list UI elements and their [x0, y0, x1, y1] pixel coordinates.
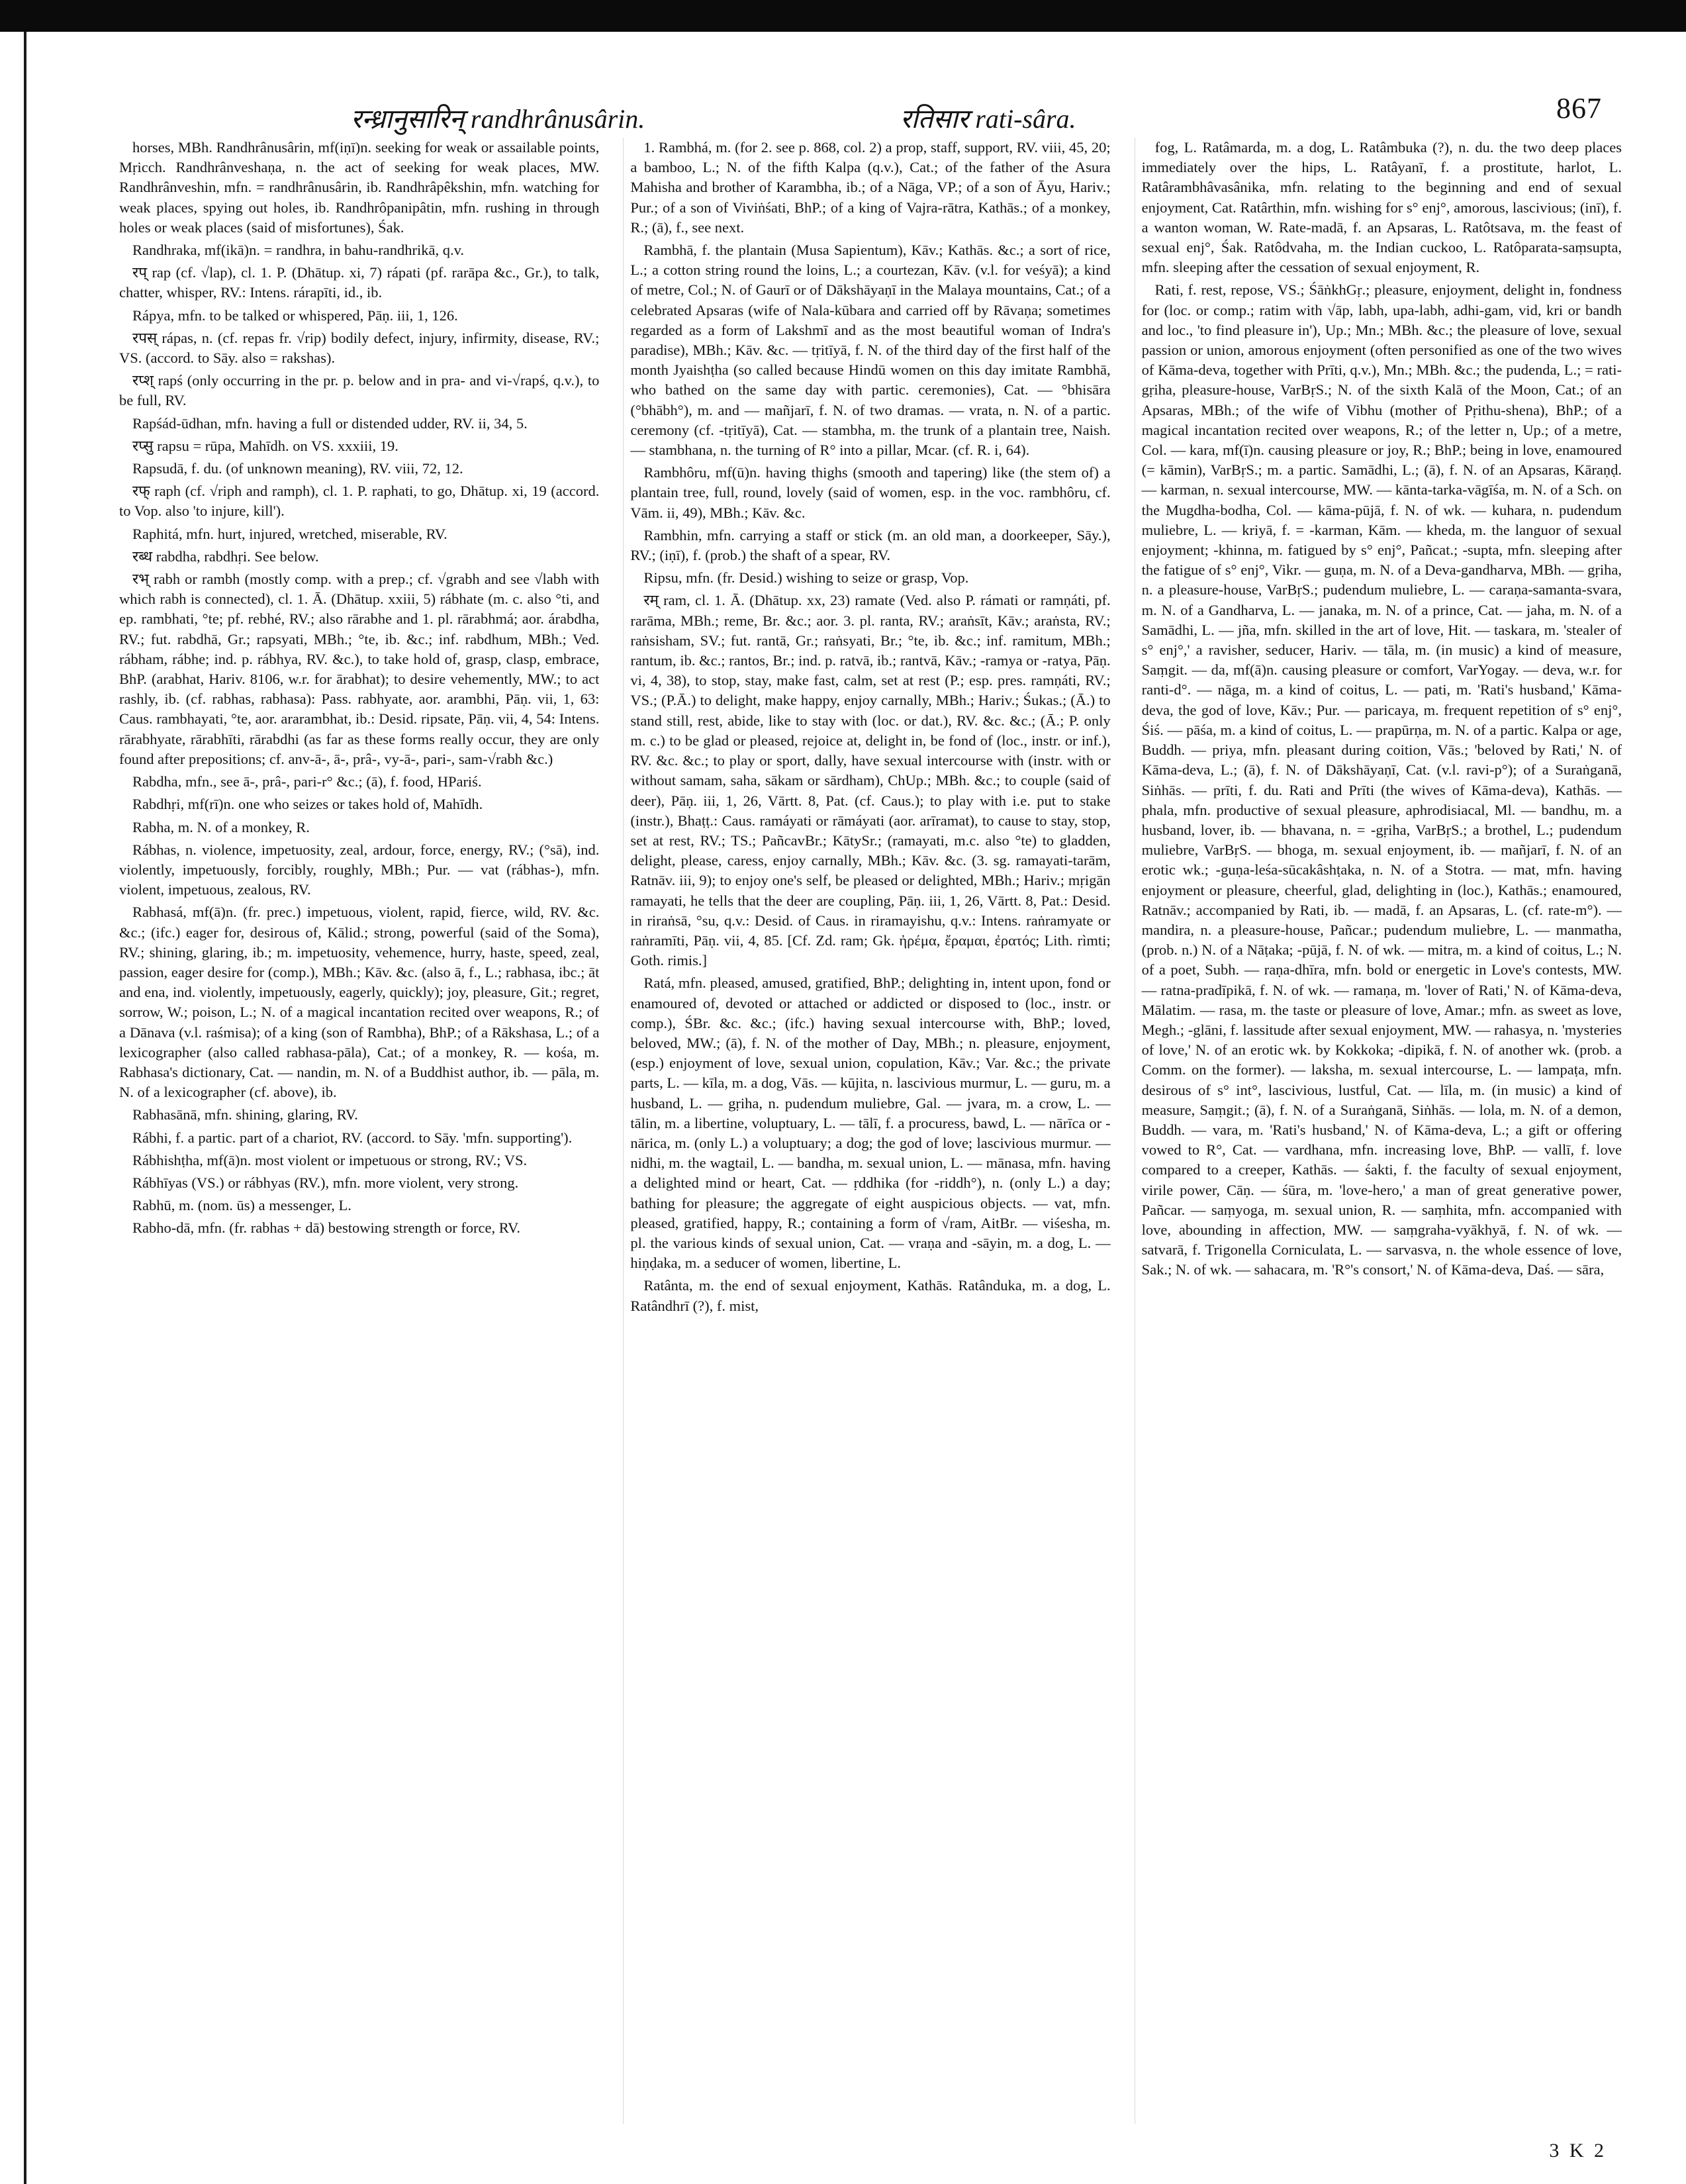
- dictionary-entry: रम् ram, cl. 1. Ā. (Dhātup. xx, 23) ramate (Ved. also P. rámati or ramṇáti, pf. rarāma, MBh.; reme, Br. &c.; aor. 3. pl. ranta, RV.; araṅsīt, Kāv.; araṅsta, RV.; raṅsisham, SV.; fut. rantā, Gr.; raṅsyati, Br.; °te, ib. &c.; inf. ramitum, MBh.; rantum, ib. &c.; rantos, Br.; ind. p. ratvā, ib.; rantvā, Kāv.; -ramya or -ratya, Pāṇ. vi, 4, 38), to stop, stay, make fast, calm, set at rest (P.; esp. pres. ramṇáti, RV.; VS.; (P.Ā.) to delight, make happy, enjoy carnally, MBh.; Hariv.; Śukas.; (Ā.) to stand still, rest, abide, like to stay with (loc. or dat.), RV. &c. &c.; (Ā.; P. only m. c.) to be glad or pleased, rejoice at, delight in, be fond of (loc., instr. or inf.), RV. &c. &c.; to play or sport, dally, have sexual intercourse with (instr. with or without samam, saha, sākam or sārdham), ChUp.; MBh. &c.; to couple (said of deer), Pāṇ. iii, 1, 26, Vārtt. 8, Pat. (cf. Caus.); to play with i.e. put to stake (instr.), Bhaṭṭ.: Caus. ramáyati or rāmáyati (aor. arīramat), to cause to stay, stop, set at rest, RV.; TS.; PañcavBr.; KātySr.; (ramayati, m.c. also °te) to gladden, delight, please, caress, enjoy carnally, MBh.; Kāv. &c. (3. sg. ramayati-tarām, Ratnāv. iii, 9); to enjoy one's self, be pleased or delighted, MBh.; Hariv.; mṛigān ramayati, he tells that the deer are coupling, Pāṇ. iii, 1, 26, Vārtt. 8, Pat.: Desid. in riraṅsā, °su, q.v.: Desid. of Caus. in riramayishu, q.v.: Intens. raṅramyate or raṅramīti, Pāṇ. vii, 4, 85. [Cf. Zd. ram; Gk. ἠρέμα, ἔραμαι, ἐρατός; Lith. rìmti; Goth. rimis.]: [630, 592, 1111, 969]
- dictionary-entry: horses, MBh. Randhrânusârin, mf(iṇī)n. seeking for weak or assailable points, Mṛicch. Randhrânveshaṇa, n. the act of seeking for weak places, MW. Randhrânveshin, mfn. = randhrânusârin, ib. Randhrâpêkshin, mfn. watching for weak places, spying out holes, ib. Randhrôpanipâtin, mfn. rushing in through holes or weak places (said of misfortunes), Śak.: [119, 139, 600, 236]
- dictionary-entry: Rápya, mfn. to be talked or whispered, Pāṇ. iii, 1, 126.: [132, 307, 458, 324]
- dictionary-entry: Rabdha, mfn., see ā-, prâ-, pari-r° &c.; (ā), f. food, HPariś.: [132, 773, 482, 790]
- dictionary-entry: रफ् raph (cf. √riph and ramph), cl. 1. P. raphati, to go, Dhātup. xi, 19 (accord. to Vop. also 'to injure, kill').: [119, 483, 600, 520]
- dictionary-entry: Rapsudā, f. du. (of unknown meaning), RV. viii, 72, 12.: [132, 460, 463, 477]
- dictionary-entry: Ratânta, m. the end of sexual enjoyment, Kathās. Ratânduka, m. a dog, L. Ratândhrī (?), f. mist,: [630, 1277, 1111, 1314]
- dictionary-entry: fog, L. Ratâmarda, m. a dog, L. Ratâmbuka (?), n. du. the two deep places immediately over the hips, L. Ratâyanī, f. a prostitute, harlot, L. Ratârambhâvasânika, mfn. relating to the beginning and end of sexual enjoyment, Cat. Ratârthin, mfn. wishing for s° enj°, amorous, lascivious; (inī), f. a wanton woman, W. Rate-madā, f. an Apsaras, L. Ratôtsava, m. the feast of sexual enj°, Śak. Ratôdvaha, m. the Indian cuckoo, L. Ratôparata-saṃsupta, mfn. sleeping after the cessation of sexual enjoyment, R.: [1141, 139, 1622, 276]
- dictionary-entry: Rambhin, mfn. carrying a staff or stick (m. an old man, a doorkeeper, Sāy.), RV.; (iṇī), f. (prob.) the shaft of a spear, RV.: [630, 526, 1111, 564]
- dictionary-entry: 1. Rambhá, m. (for 2. see p. 868, col. 2) a prop, staff, support, RV. viii, 45, 20; a bamboo, L.; N. of the fifth Kalpa (q.v.), Cat.; of the father of the Asura Mahisha and brother of Karambha, ib.; of a Nāga, VP.; of a son of Āyu, Hariv.; Pur.; of a son of Viviṅśati, BhP.; of a king of Vajra-rātra, Kathās.; of a monkey, R.; (ā), f., see next.: [630, 139, 1111, 236]
- dictionary-entry: Rati, f. rest, repose, VS.; ŚāṅkhGṛ.; pleasure, enjoyment, delight in, fondness for (loc. or comp.; ratim with √āp, labh, upa-labh, adhi-gam, vid, kri or bandh and loc., 'to find pleasure in'), Up.; Mn.; MBh. &c.; the pleasure of love, sexual passion or union, amorous enjoyment (often personified as one of the two wives of Kāma-deva, together with Prīti, q.v.), Mn.; MBh. &c.; the pudenda, L.; = rati-gṛiha, pleasure-house, VarBṛS.; N. of the sixth Kalā of the Moon, Cat.; of an Apsaras, MBh.; of the wife of Vibhu (mother of Pṛithu-shena), BhP.; of a magical incantation recited over weapons, R.; of the letter n, Up.; of a metre, Col. — kara, mf(ī)n. causing pleasure or joy, R.; BhP.; being in love, enamoured (= kāmin), VarBṛS.; m. a partic. Samādhi, L.; (ā), f. N. of an Apsaras, Kāraṇḍ. — karman, n. sexual intercourse, MW. — kānta-tarka-vāgīśa, m. N. of a Sch. on the Mugdha-bodha, Col. — kāma-pūjā, f. N. of wk. — kuhara, n. pudendum muliebre, L. — kriyā, f. = -karman, Kām. — kheda, m. the languor of sexual enjoyment; -khinna, m. fatigued by s° enj°, Pañcat.; -supta, mfn. sleeping after the fatigue of s° enj°, Vikr. — guṇa, m. N. of a Deva-gandharva, MBh. — gṛiha, n. a pleasure-house, VarBṛS.; pudendum muliebre, L. — caraṇa-samanta-svara, m. N. of a Gandharva, L. — janaka, m. N. of a prince, Cat. — jaha, m. N. of a Samādhi, L. — jña, mfn. skilled in the art of love, Hit. — taskara, m. 'stealer of s° enj°,' a ravisher, seducer, Hariv. — tāla, m. (in music) a kind of measure, Saṃgit. — da, mf(ā)n. causing pleasure or comfort, VarYogay. — deva, w.r. for ranti-d°. — nāga, m. a kind of coitus, L. — pati, m. 'Rati's husband,' Kāma-deva, the god of love, Kāv.; Pur. — paricaya, m. frequent repetition of s° enj°, Śiś. — pāśa, m. a kind of coitus, L. — prapūrṇa, m. N. of a partic. Kalpa or age, Buddh. — priya, mfn. pleasant during coition, Vās.; 'beloved by Rati,' N. of Kāma-deva, L.; (ā), f. N. of Dākshāyaṇī, Cat. (v.l. ravi-p°); of a Suraṅganā, Siṅhās. — prīti, f. du. Rati and Prīti (the wives of Kāma-deva), Kathās. — phala, mfn. productive of sexual pleasure, aphrodisiacal, Ml. — bandhu, m. a husband, lover, ib. — bhavana, n. = -gṛiha, VarBṛS.; a brothel, L.; pudendum muliebre, VarBṛS. — bhoga, m. sexual enjoyment, ib. — mañjarī, f. N. of an erotic wk.; -guṇa-leśa-sūcakâshṭaka, n. N. of a Stotra. — mat, mfn. having enjoyment or pleasure, cheerful, glad, delighting in (loc.), Kathās.; enamoured, Ratnāv.; accompanied by Rati, ib. — madā, f. an Apsaras, L. (cf. rate-m°). — mandira, n. a pleasure-house, Pañcar.; pudendum muliebre, L. — manmatha, (prob. n.) N. of a Nāṭaka; -pūjā, f. N. of wk. — mitra, m. a kind of coitus, L.; N. of a poet, Subh. — raṇa-dhīra, mfn. bold or energetic in Love's contests, MW. — ratna-pradīpikā, f. N. of wk. — ramaṇa, m. 'lover of Rati,' N. of Kāma-deva, Mālatim. — rasa, m. the taste or pleasure of love, Amar.; mfn. as sweet as love, Megh.; -glāni, f. lassitude after sexual enjoyment, MW. — rahasya, n. 'mysteries of love,' N. of an erotic wk. by Kokkoka; -dipikā, f. N. of another wk. (prob. a Comm. on the former). — laksha, m. sexual intercourse, L. — lampaṭa, mfn. desirous of s° int°, lascivious, lustful, Cat. — līla, m. (in music) a kind of measure, Saṃgit.; (ā), f. N. of a Suraṅganā, Siṅhās. — lola, m. N. of a demon, Buddh. — vara, m. 'Rati's husband,' N. of Kāma-deva, L.; a gift or offering vowed to R°, Cat. — vardhana, mfn. increasing love, BhP. — vallī, f. love compared to a creeper, Kathās. — śakti, f. the faculty of sexual enjoyment, virile power, Cāṇ. — śūra, m. 'love-hero,' a man of great generative power, Pañcar. — saṃyoga, m. sexual union, R. — saṃhita, mfn. accompanied with love, abounding in affection, MW. — saṃgraha-vyākhyā, f. N. of wk. — satvarā, f. Trigonella Corniculata, L. — sarvasva, n. the whole essence of love, Sak.; N. of wk. — sahacara, m. 'R°'s consort,' N. of Kāma-deva, Daś. — sāra,: [1141, 281, 1622, 1278]
- dictionary-entry: Rabhū, m. (nom. ūs) a messenger, L.: [132, 1197, 351, 1214]
- dictionary-entry: Rapśád-ūdhan, mfn. having a full or distended udder, RV. ii, 34, 5.: [132, 414, 528, 432]
- dictionary-entry: Rabdhṛi, mf(rī)n. one who seizes or takes hold of, Mahīdh.: [132, 796, 483, 813]
- dictionary-entry: Raphitá, mfn. hurt, injured, wretched, miserable, RV.: [132, 525, 447, 542]
- scan-top-border: [0, 0, 1686, 32]
- dictionary-entry: Rábhīyas (VS.) or rábhyas (RV.), mfn. more violent, very strong.: [132, 1174, 519, 1191]
- dictionary-entry: Rabho-dā, mfn. (fr. rabhas + dā) bestowing strength or force, RV.: [132, 1219, 520, 1237]
- column-2: [623, 138, 1110, 2124]
- dictionary-entry: रप् rap (cf. √lap), cl. 1. P. (Dhātup. xi, 7) rápati (pf. rarāpa &c., Gr.), to talk, chatter, whisper, RV.: Intens. rárapīti, id., ib.: [119, 264, 600, 301]
- page-number: 867: [1556, 92, 1602, 124]
- right-running-headword: रतिसार rati-sâra.: [900, 104, 1076, 134]
- dictionary-entry: Ripsu, mfn. (fr. Desid.) wishing to seize or grasp, Vop.: [643, 569, 969, 587]
- dictionary-entry: रप्सु rapsu = rūpa, Mahīdh. on VS. xxxiii, 19.: [132, 437, 398, 454]
- dictionary-entry: रप्श् rapś (only occurring in the pr. p. below and in pra- and vi-√rapś, q.v.), to be full, RV.: [119, 372, 600, 409]
- dictionary-entry: रभ् rabh or rambh (mostly comp. with a prep.; cf. √grabh and see √labh with which rabh is connected), cl. 1. Ā. (Dhātup. xxiii, 5) rábhate (m. c. also °ti, and ep. rambhati, °te; pf. rebhé, RV.; also rārabhe and 1. pl. rārabhmá; aor. árabdha, RV.; fut. rabdhā, Gr.; rapsyati, MBh.; °te, ib. &c.; inf. rabdhum, MBh.; Ved. rábham, rábhe; ind. p. rábhya, RV. &c.), to take hold of, grasp, clasp, embrace, BhP. (arabhat, Hariv. 8106, w.r. for ārabhat); to desire vehemently, MW.; to act rashly, ib. (cf. rabhas, rabhasa): Pass. rabhyate, aor. arambhi, Pāṇ. vii, 1, 63: Caus. rambhayati, °te, aor. ararambhat, ib.: Desid. ripsate, Pāṇ. vii, 4, 54: Intens. rārabhyate, rārabhīti, rārabdhi (as far as these forms really occur, they are only found after prepositions; cf. anv-ā-, ā-, prâ-, vy-ā-, pari-, sam-√rabh &c.): [119, 571, 600, 767]
- page-header: [119, 85, 1628, 138]
- left-running-headword: रन्ध्रानुसारिन् randhrânusârin.: [351, 104, 645, 134]
- signature-mark: 3 K 2: [1549, 2140, 1607, 2161]
- column-3: [1135, 138, 1622, 2124]
- dictionary-entry: Rambhā, f. the plantain (Musa Sapientum), Kāv.; Kathās. &c.; a sort of rice, L.; a cotton string round the loins, L.; a courtezan, Kāv. (v.l. for veśyā); a kind of metre, Col.; N. of Gaurī or of Dākshāyaṇī in the Malaya mountains, Cat.; of a celebrated Apsaras (wife of Nala-kūbara and carried off by Rāvaṇa; sometimes regarded as a form of Lakshmī and as the most beautiful woman of Indra's paradise), MBh.; Kāv. &c. — tṛitīyā, f. N. of the third day of the first half of the month Jyaishṭha (so called because Hindū women on this day imitate Rambhā, who bathed on the same day with partic. ceremonies), Cat. — °bhisāra (°bhābh°), m. and — mañjarī, f. N. of two dramas. — vrata, n. N. of a partic. ceremony (cf. -tṛitīyā), Cat. — stambha, m. the trunk of a plantain tree, Naish. — stambhana, n. the turning of R° into a pillar, Mcar. (cf. R. i, 64).: [630, 242, 1111, 459]
- dictionary-entry: Rambhôru, mf(ū)n. having thighs (smooth and tapering) like (the stem of) a plantain tree, full, round, lovely (said of women, esp. in the voc. rambhôru, cf. Vām. ii, 49), MBh.; Kāv. &c.: [630, 464, 1111, 521]
- dictionary-entry: Rabhasá, mf(ā)n. (fr. prec.) impetuous, violent, rapid, fierce, wild, RV. &c. &c.; (ifc.) eager for, desirous of, Kālid.; strong, powerful (said of the Soma), RV.; shining, glaring, ib.; m. impetuosity, vehemence, hurry, haste, speed, zeal, passion, eager desire for (comp.), MBh.; Kāv. &c. (also ā, f., L.; rabhasa, ibc.; āt and ena, ind. violently, impetuously, eagerly, quickly); joy, pleasure, Git.; regret, sorrow, W.; poison, L.; N. of a magical incantation recited over weapons, R.; of a Dānava (v.l. raśmisa); of a king (son of Rambha), BhP.; of a Rākshasa, L.; of a lexicographer (also called rabhasa-pāla), Cat.; of a monkey, R. — kośa, m. Rabhasa's dictionary, Cat. — nandin, m. N. of a Buddhist author, ib. — pāla, m. N. of a lexicographer (cf. above), ib.: [119, 904, 600, 1101]
- dictionary-entry: Randhraka, mf(ikā)n. = randhra, in bahu-randhrikā, q.v.: [132, 242, 465, 259]
- dictionary-columns: [119, 138, 1622, 2124]
- dictionary-entry: Rabha, m. N. of a monkey, R.: [132, 818, 310, 835]
- dictionary-entry: Rábhishṭha, mf(ā)n. most violent or impetuous or strong, RV.; VS.: [132, 1151, 528, 1168]
- dictionary-entry: Rabhasānā, mfn. shining, glaring, RV.: [132, 1106, 358, 1123]
- dictionary-entry: रब्ध rabdha, rabdhṛi. See below.: [132, 547, 319, 565]
- scan-left-edge: [24, 32, 26, 2184]
- dictionary-entry: Ratá, mfn. pleased, amused, gratified, BhP.; delighting in, intent upon, fond or enamoured of, devoted or attached or addicted or disposed to (loc., instr. or comp.), ŚBr. &c. &c.; (ifc.) having sexual intercourse with, BhP.; loved, beloved, MW.; (ā), f. N. of the mother of Day, MBh.; n. pleasure, enjoyment, (esp.) enjoyment of love, sexual union, copulation, Kāv.; Var. &c.; the private parts, L. — kīla, m. a dog, Vās. — kūjita, n. lascivious murmur, L. — guru, m. a husband, L. — gṛiha, n. pudendum muliebre, Gal. — jvara, m. a crow, L. — tālin, m. a libertine, voluptuary, L. — tālī, f. a procuress, bawd, L. — nārīca or -nārica, m. (only L.) a voluptuary; a dog; the god of love; lascivious murmur. — nidhi, m. the wagtail, L. — bandha, m. sexual union, L. — mānasa, mfn. having a delighted mind or heart, Cat. — ṛddhika (for -riddh°), n. (only L.) a day; bathing for pleasure; the aggregate of eight auspicious objects. — vat, mfn. pleased, gratified, happy, R.; containing a form of √ram, AitBr. — viśesha, m. pl. the various kinds of sexual union, Cat. — vraṇa and -sāyin, m. a dog, L. — hiṇḍaka, m. a seducer of women, libertine, L.: [630, 974, 1111, 1272]
- dictionary-entry: Rábhi, f. a partic. part of a chariot, RV. (accord. to Sāy. 'mfn. supporting').: [132, 1129, 573, 1146]
- dictionary-entry: रपस् rápas, n. (cf. repas fr. √rip) bodily defect, injury, infirmity, disease, RV.; VS. (accord. to Sāy. also = rakshas).: [119, 329, 600, 367]
- column-1: [119, 138, 599, 2124]
- dictionary-entry: Rábhas, n. violence, impetuosity, zeal, ardour, force, energy, RV.; (°sā), ind. violently, impetuously, forcibly, roughly, MBh.; Pur. — vat (rábhas-), mfn. violent, impetuous, zealous, RV.: [119, 841, 600, 898]
